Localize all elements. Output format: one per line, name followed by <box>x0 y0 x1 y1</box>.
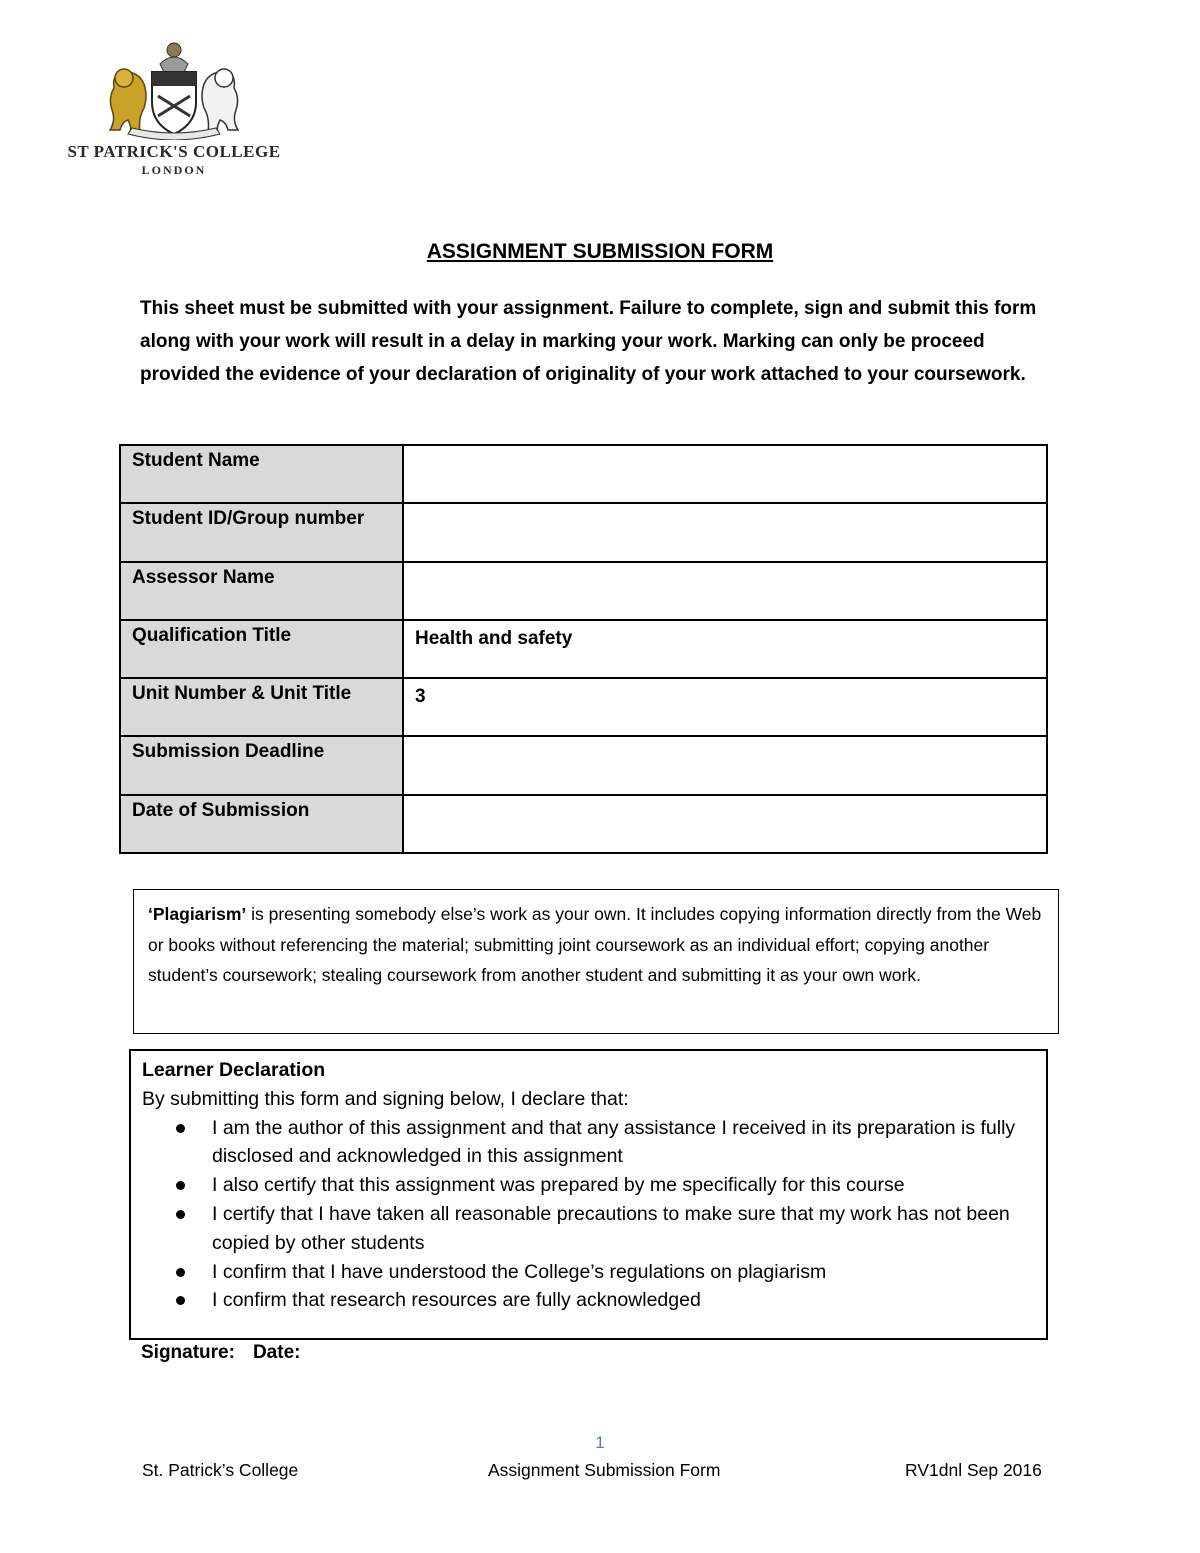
table-row <box>120 503 1047 561</box>
table-row <box>120 445 1047 503</box>
college-crest-icon <box>62 40 286 140</box>
qualification-title-field[interactable]: Health and safety <box>403 620 1047 678</box>
declaration-item: I confirm that I have understood the College’s regulations on plagiarism <box>212 1260 827 1283</box>
declaration-list <box>142 1114 1036 1316</box>
bullet-icon <box>176 1181 185 1190</box>
list-item <box>142 1258 1036 1287</box>
footer-left: St. Patrick’s College <box>142 1460 299 1480</box>
list-item <box>142 1114 1036 1172</box>
submission-deadline-label: Submission Deadline <box>120 736 403 794</box>
table-row <box>120 736 1047 794</box>
student-id-label: Student ID/Group number <box>120 503 403 561</box>
date-of-submission-label: Date of Submission <box>120 795 403 853</box>
student-name-label: Student Name <box>120 445 403 503</box>
bullet-icon <box>176 1124 185 1133</box>
student-name-field[interactable] <box>403 445 1047 503</box>
student-id-field[interactable] <box>403 503 1047 561</box>
plagiarism-text: is presenting somebody else’s work as your own. It includes copying information directly from the Web or books without referencing the material; submitting joint coursework as an individual effort; copying another student’s coursework; stealing coursework from another student and submitting it as your own work. <box>148 904 1042 985</box>
unit-label: Unit Number & Unit Title <box>120 678 403 736</box>
table-row <box>120 562 1047 620</box>
list-item <box>142 1200 1036 1258</box>
submission-deadline-field[interactable] <box>403 736 1047 794</box>
intro-paragraph: This sheet must be submitted with your assignment. Failure to complete, sign and submit this form along with your work will result in a delay in marking your work. Marking can only be proceed provided the evidence of your declaration of originality of your work attached to your coursework. <box>140 298 1037 385</box>
footer-center: Assignment Submission Form <box>488 1460 721 1480</box>
date-label: Date: <box>252 1342 301 1363</box>
declaration-item: I confirm that research resources are fully acknowledged <box>212 1289 701 1312</box>
plagiarism-box <box>133 889 1059 1034</box>
table-row <box>120 795 1047 853</box>
college-name: ST PATRICK'S COLLEGE <box>67 142 281 161</box>
bullet-icon <box>176 1210 185 1219</box>
declaration-heading: Learner Declaration <box>142 1059 326 1081</box>
declaration-item: I certify that I have taken all reasonable precautions to make sure that my work has not been copied by other students <box>212 1202 1010 1254</box>
table-row <box>120 678 1047 736</box>
student-info-table <box>119 444 1048 854</box>
learner-declaration-box <box>129 1049 1048 1340</box>
assessor-name-label: Assessor Name <box>120 562 403 620</box>
signature-row <box>141 1342 318 1364</box>
table-row <box>120 620 1047 678</box>
list-item <box>142 1286 1036 1315</box>
signature-label: Signature: <box>141 1342 235 1363</box>
bullet-icon <box>176 1296 185 1305</box>
footer-right: RV1dnl Sep 2016 <box>905 1460 1042 1480</box>
unit-field[interactable]: 3 <box>403 678 1047 736</box>
list-item <box>142 1171 1036 1200</box>
page-number: 1 <box>595 1433 605 1452</box>
declaration-item: I also certify that this assignment was prepared by me specifically for this course <box>212 1174 905 1197</box>
page-title: ASSIGNMENT SUBMISSION FORM <box>426 240 774 263</box>
bullet-icon <box>176 1268 185 1277</box>
plagiarism-term: ‘Plagiarism’ <box>148 904 247 924</box>
declaration-item: I am the author of this assignment and that any assistance I received in its preparation is fully disclosed and acknowledged in this assignment <box>212 1116 1016 1168</box>
declaration-intro: By submitting this form and signing below, I declare that: <box>142 1087 629 1110</box>
college-city: LONDON <box>141 163 207 177</box>
qualification-title-label: Qualification Title <box>120 620 403 678</box>
assessor-name-field[interactable] <box>403 562 1047 620</box>
date-of-submission-field[interactable] <box>403 795 1047 853</box>
